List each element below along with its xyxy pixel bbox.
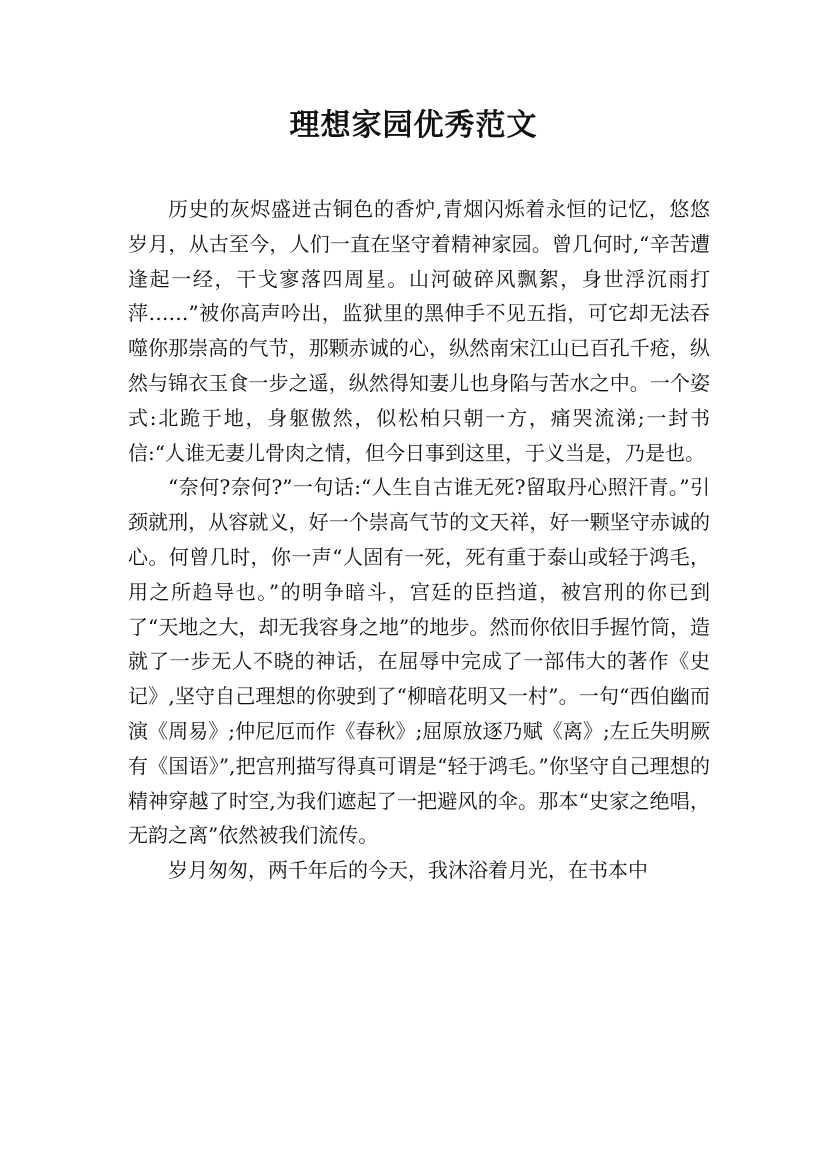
paragraph: 历史的灰烬盛迸古铜色的香炉,青烟闪烁着永恒的记忆，悠悠岁月，从古至今，人们一直在坚守着精神家园。曾几何时,“辛苦遭逢起一经，干戈寥落四周星。山河破碎风飘絮，身世浮沉雨打萍……”被你高声吟出，监狱里的黑伸手不见五指，可它却无法吞噬你那崇高的气节，那颗赤诚的心，纵然南宋江山已百孔千疮，纵然与锦衣玉食一步之遥，纵然得知妻儿也身陷与苦水之中。一个姿式:北跪于地，身躯傲然，似松柏只朝一方，痛哭流涕;一封书信:“人谁无妻儿骨肉之情，但今日事到这里，于义当是，乃是也。: [128, 197, 710, 465]
paragraph: 岁月匆匆，两千年后的今天，我沐浴着月光，在书本中: [168, 858, 648, 883]
paragraph: “奈何?奈何?”一句话:“人生自古谁无死?留取丹心照汗青。”引颈就刑，从容就义，好一个崇高气节的文天祥，好一颗坚守赤诚的心。何曾几时，你一声“人固有一死，死有重于泰山或轻于鸿毛，用之所趋导也。”的明争暗斗，宫廷的臣挡道，被宫刑的你已到了“天地之大，却无我容身之地”的地步。然而你依旧手握竹筒，造就了一步无人不晓的神话，在屈辱中完成了一部伟大的著作《史记》,坚守自己理想的你驶到了“柳暗花明又一村”。一句“西伯幽而演《周易》;仲尼厄而作《春秋》;屈原放逐乃赋《离》;左丘失明厥有《国语》”,把宫刑描写得真可谓是“轻于鸿毛。”你坚守自己理想的精神穿越了时空,为我们遮起了一把避风的伞。那本“史家之绝唱，无韵之离”依然被我们流传。: [128, 475, 710, 848]
document-body: [128, 192, 710, 888]
document-title: 理想家园优秀范文: [289, 108, 538, 143]
